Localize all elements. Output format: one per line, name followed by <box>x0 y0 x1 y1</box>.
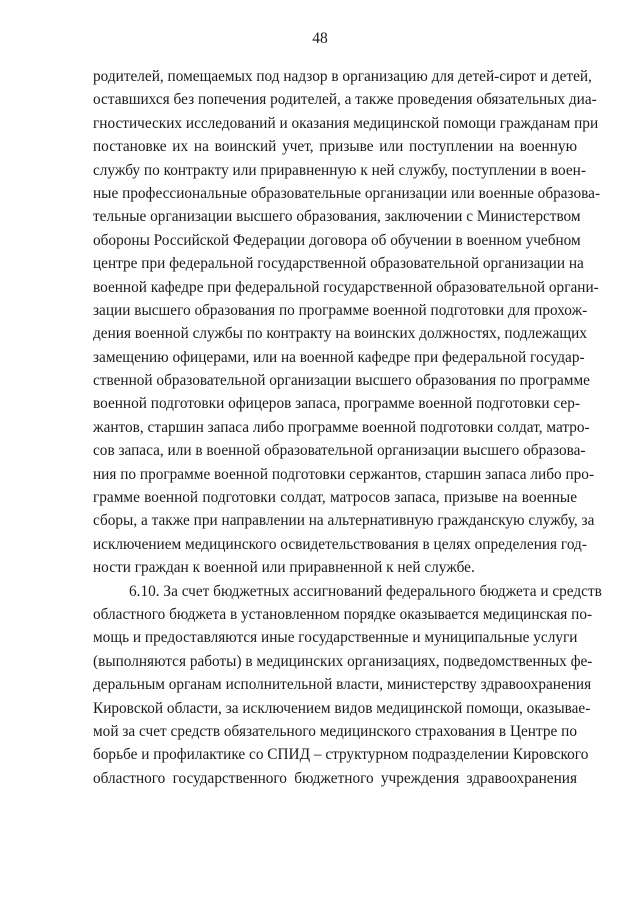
text-line: сборы, а также при направлении на альтернативную гражданскую службу, за <box>93 512 595 530</box>
paragraph <box>93 65 601 580</box>
text-line: оставшихся без попечения родителей, а также проведения обязательных диа- <box>93 91 597 109</box>
text-line: ные профессиональные образовательные организации или военные образова- <box>93 184 601 202</box>
text-line: зации высшего образования по программе военной подготовки для прохож- <box>93 301 588 319</box>
text-line: дения военной службы по контракту на воинских должностях, подлежащих <box>93 325 587 343</box>
text-line: сов запаса, или в военной образовательной организации высшего образова- <box>93 442 586 460</box>
text-line: 6.10. За счет бюджетных ассигнований федерального бюджета и средств <box>129 582 602 600</box>
text-line: деральным органам исполнительной власти, министерству здравоохранения <box>93 676 592 694</box>
text-line: ственной образовательной организации высшего образования по программе <box>93 372 590 390</box>
text-line: обороны Российской Федерации договора об обучении в военном учебном <box>93 231 581 249</box>
document-body <box>93 65 602 790</box>
text-line: борьбе и профилактике со СПИД – структурном подразделении Кировского <box>93 746 589 764</box>
text-line: родителей, помещаемых под надзор в организацию для детей-сирот и детей, <box>93 68 592 85</box>
text-line: ности граждан к военной или приравненной к ней службе. <box>93 559 475 577</box>
text-line: мощь и предоставляются иные государственные и муниципальные услуги <box>93 629 578 647</box>
page-number: 48 <box>312 30 328 47</box>
text-line: тельные организации высшего образования, заключении с Министерством <box>93 208 581 226</box>
text-line: замещению офицерами, или на военной кафедре при федеральной государ- <box>93 348 585 366</box>
text-line: грамме военной подготовки солдат, матросов запаса, призыве на военные <box>93 489 577 507</box>
text-line: исключением медицинского освидетельствования в целях определения год- <box>93 535 587 553</box>
paragraph-6-10 <box>93 580 602 791</box>
text-line: областного государственного бюджетного учреждения здравоохранения <box>93 769 577 787</box>
text-line: постановке их на воинский учет, призыве или поступлении на военную <box>93 138 577 156</box>
text-line: военной подготовки офицеров запаса, программе военной подготовки сер- <box>93 395 580 413</box>
text-line: (выполняются работы) в медицинских организациях, подведомственных фе- <box>93 652 593 670</box>
text-line: жантов, старшин запаса либо программе военной подготовки солдат, матро- <box>93 418 590 436</box>
text-line: мой за счет средств обязательного медицинского страхования в Центре по <box>93 722 577 740</box>
text-line: Кировской области, за исключением видов медицинской помощи, оказывае- <box>93 699 591 717</box>
text-line: областного бюджета в установленном порядке оказывается медицинская по- <box>93 605 593 623</box>
text-line: гностических исследований и оказания медицинской помощи гражданам при <box>93 114 599 132</box>
text-line: военной кафедре при федеральной государственной образовательной органи- <box>93 278 599 296</box>
text-line: ния по программе военной подготовки сержантов, старшин запаса либо про- <box>93 465 595 483</box>
text-line: центре при федеральной государственной образовательной организации на <box>93 255 584 273</box>
text-line: службу по контракту или приравненную к ней службу, поступлении в воен- <box>93 161 586 179</box>
